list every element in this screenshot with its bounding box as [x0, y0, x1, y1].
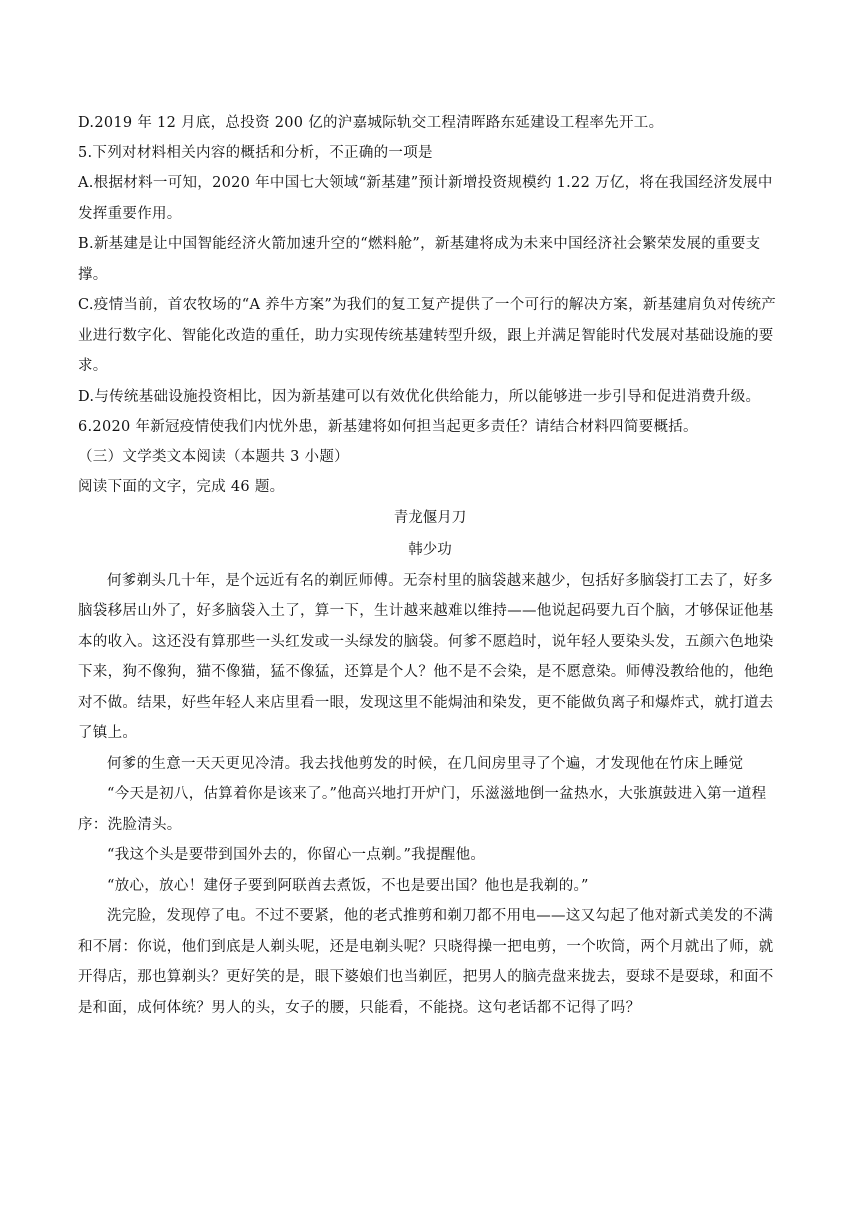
question-6: 6.2020 年新冠疫情使我们内忧外患，新基建将如何担当起更多责任？请结合材料四简要概括。 [78, 418, 698, 435]
story-title: 青龙偃月刀 [393, 509, 467, 526]
question-5-option-b: B.新基建是让中国智能经济火箭加速升空的“燃料舱”，新基建将成为未来中国经济社会繁荣发展的重要支撑。 [78, 236, 761, 283]
story-paragraph: “放心，放心！建伢子要到阿联酋去煮饭，不也是要出国？他也是我剃的。” [107, 877, 589, 894]
question-5-option-d: D.与传统基础设施投资相比，因为新基建可以有效优化供给能力，所以能够进一步引导和促进消费升级。 [78, 388, 761, 405]
story-paragraph: “我这个头是要带到国外去的，你留心一点剃。”我提醒他。 [107, 847, 486, 863]
option-d-2019: D.2019 年 12 月底，总投资 200 亿的沪嘉城际轨交工程清晖路东延建设工程率先开工。 [78, 115, 664, 131]
question-5-option-c: C.疫情当前，首农牧场的“A 养牛方案”为我们的复工复产提供了一个可行的解决方案，新基建肩负对传统产业进行数字化、智能化改造的重任，助力实现传统基建转型升级，跟上并满足智能时代发展对基础设施的要求。 [78, 297, 777, 374]
question-5: 5.下列对材料相关内容的概括和分析，不正确的一项是 [78, 145, 433, 161]
story-author: 韩少功 [408, 541, 452, 558]
question-5-option-a: A.根据材料一可知，2020 年中国七大领域“新基建”预计新增投资规模约 1.22 万亿，将在我国经济发展中发挥重要作用。 [78, 175, 773, 222]
reading-instruction: 阅读下面的文字，完成 46 题。 [78, 478, 285, 495]
story-paragraph: 洗完脸，发现停了电。不过不要紧，他的老式推剪和剃刀都不用电——这又勾起了他对新式美发的不满和不屑：你说，他们到底是人剃头呢，还是电剃头呢？只晓得操一把电剪，一个吹筒，两个月就出了师，就开得店，那也算剃头？更好笑的是，眼下婆娘们也当剃匠，把男人的脑壳盘来拢去，耍球不是耍球，和面不是和面，成何体统？男人的头，女子的腰，只能看，不能挠。这句老话都不记得了吗？ [78, 908, 774, 1016]
section-heading-literary: （三）文学类文本阅读（本题共 3 小题） [78, 448, 349, 465]
story-paragraph: 何爹剃头几十年，是个远近有名的剃匠师傅。无奈村里的脑袋越来越少，包括好多脑袋打工去了，好多脑袋移居山外了，好多脑袋入土了，算一下，生计越来越难以维持——他说起码要九百个脑，才够保证他基本的收入。这还没有算那些一头红发或一头绿发的脑袋。何爹不愿趋时，说年轻人要染头发，五颜六色地染下来，狗不像狗，猫不像猫，猛不像猛，还算是个人？他不是不会染，是不愿意染。师傅没教给他的，他绝对不做。结果，好些年轻人来店里看一眼，发现这里不能焗油和染发，更不能做负离子和爆炸式，就打道去了镇上。 [78, 572, 774, 741]
document-page [78, 108, 782, 1023]
story-paragraph: 何爹的生意一天天更见冷清。我去找他剪发的时候，在几间房里寻了个遍，才发现他在竹床上睡觉 [107, 755, 744, 772]
story-paragraph: “今天是初八，估算着你是该来了。”他高兴地打开炉门，乐滋滋地倒一盆热水，大张旗鼓进入第一道程序：洗脸清头。 [78, 786, 767, 833]
